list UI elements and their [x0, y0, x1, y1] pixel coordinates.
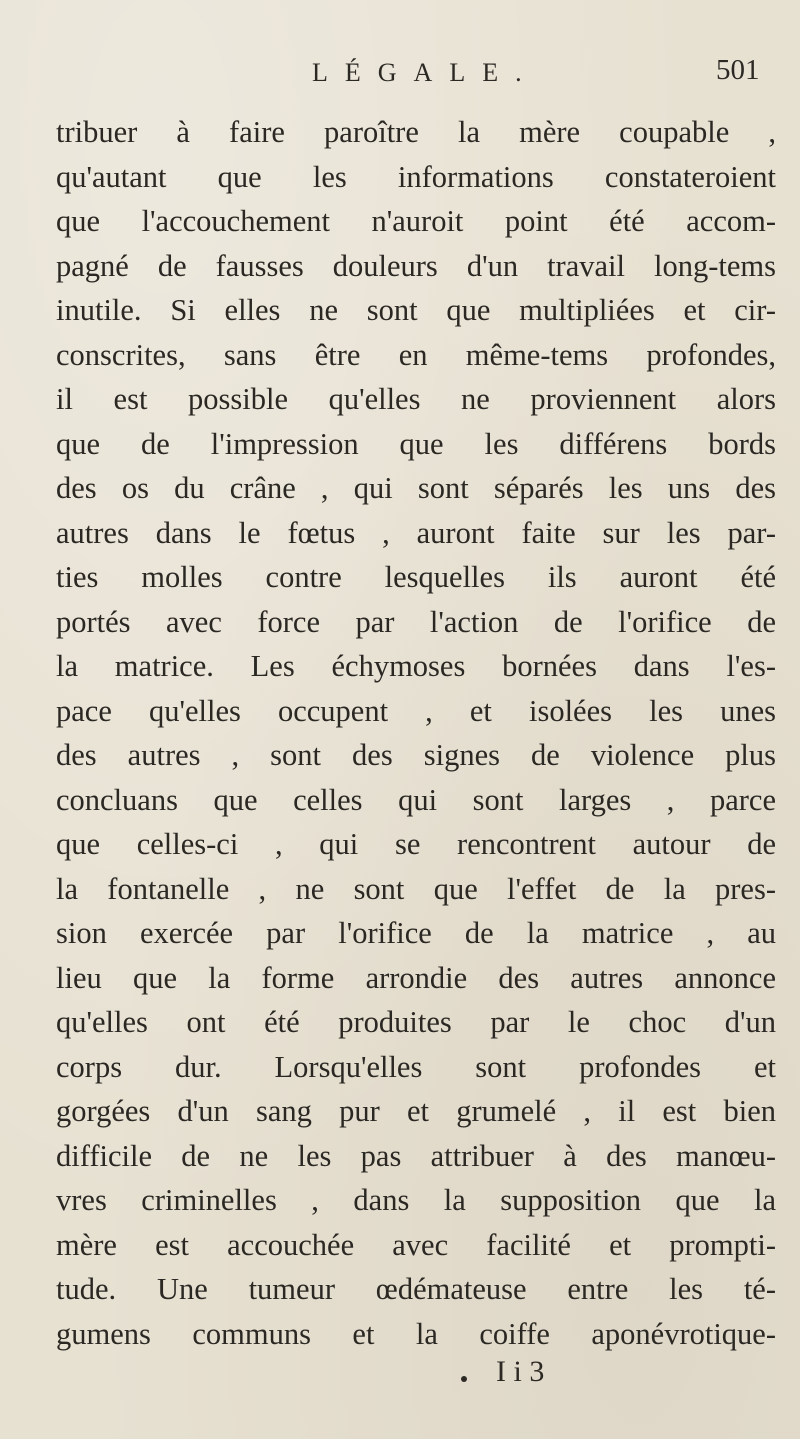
text-line: gorgées d'un sang pur et grumelé , il est bien [56, 1094, 776, 1128]
text-line: la matrice. Les échymoses bornées dans l'es- [56, 649, 776, 683]
text-line: ties molles contre lesquelles ils auront été [56, 560, 776, 594]
text-line: des autres , sont des signes de violence plus [56, 738, 776, 772]
text-line: que l'accouchement n'auroit point été accom- [56, 204, 776, 238]
text-line: mère est accouchée avec facilité et prompti- [56, 1227, 776, 1262]
text-line: autres dans le fœtus , auront faite sur les par- [56, 515, 776, 550]
text-line: lieu que la forme arrondie des autres annonce [56, 960, 776, 995]
text-line: que celles-ci , qui se rencontrent autour de [56, 827, 776, 861]
text-line: conscrites, sans être en même-tems profondes, [56, 337, 776, 372]
text-line: gumens communs et la coiffe aponévrotique- [56, 1316, 776, 1351]
text-line: pagné de fausses douleurs d'un travail long-tems [56, 248, 776, 283]
text-line: pace qu'elles occupent , et isolées les unes [56, 693, 776, 728]
text-line: il est possible qu'elles ne proviennent alors [56, 382, 776, 416]
text-line: sion exercée par l'orifice de la matrice , au [56, 916, 776, 950]
body-text [56, 110, 776, 1356]
text-line: que de l'impression que les différens bords [56, 426, 776, 461]
text-line: qu'elles ont été produites par le choc d'un [56, 1005, 776, 1039]
text-line: corps dur. Lorsqu'elles sont profondes et [56, 1049, 776, 1084]
signature-mark: I i 3 [496, 1355, 545, 1388]
text-line: tribuer à faire paroître la mère coupable , [56, 115, 776, 149]
footer-dot [461, 1376, 467, 1382]
text-line: la fontanelle , ne sont que l'effet de la pres- [56, 871, 776, 906]
running-head: LÉGALE. [312, 58, 539, 87]
text-line: des os du crâne , qui sont séparés les uns des [56, 471, 776, 505]
text-line: portés avec force par l'action de l'orifice de [56, 604, 776, 639]
text-line: vres criminelles , dans la supposition que la [56, 1183, 776, 1217]
text-line: inutile. Si elles ne sont que multipliées et cir- [56, 293, 776, 327]
page-number: 501 [716, 54, 760, 86]
text-line: qu'autant que les informations constateroient [56, 159, 776, 194]
text-line: tude. Une tumeur œdémateuse entre les té- [56, 1272, 776, 1306]
text-line: concluans que celles qui sont larges , parce [56, 782, 776, 817]
text-line: difficile de ne les pas attribuer à des manœu- [56, 1138, 776, 1173]
